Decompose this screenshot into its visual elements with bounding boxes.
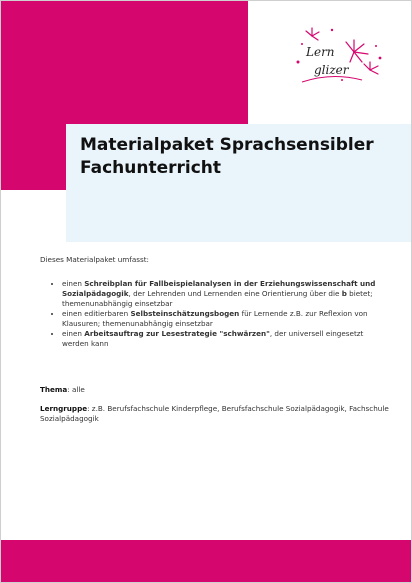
list-item: • einen Arbeitsauftrag zur Lesestrategie "schwärzen", der universell eingesetzt werden kann — [62, 329, 390, 349]
list-item: • einen editierbaren Selbsteinschätzungsbogen für Lernende z.B. zur Reflexion von Klausuren; themenunabhängig einsetzbar — [62, 309, 390, 329]
title-line-2: Fachunterricht — [80, 158, 222, 178]
logo-line-1: Lern — [306, 45, 335, 59]
lerngruppe-value: : z.B. Berufsfachschule Kinderpflege, Berufsfachschule Sozialpädagogik, Fachschule Sozialpädagogik — [40, 404, 389, 423]
page-title — [80, 134, 397, 180]
thema-line — [40, 385, 390, 395]
meta-section — [40, 385, 390, 424]
bottom-accent-band — [0, 540, 412, 583]
intro-text: Dieses Materialpaket umfasst: — [40, 255, 149, 264]
lernglizer-logo — [292, 22, 382, 94]
items-list — [40, 279, 390, 349]
list-item: • einen Schreibplan für Fallbeispielanalysen in der Erziehungswissenschaft und Sozialpädagogik, der Lehrenden und Lernenden eine Orientierung über die b bietet; themenunabhängig einsetzbar — [62, 279, 390, 309]
logo-line-2: glizer — [314, 63, 349, 77]
thema-value: : alle — [67, 385, 85, 394]
logo-graphic — [292, 22, 382, 94]
title-box — [66, 124, 411, 242]
lerngruppe-label: Lerngruppe — [40, 404, 88, 413]
title-line-1: Materialpaket Sprachsensibler — [80, 135, 374, 155]
lerngruppe-line — [40, 404, 390, 424]
thema-label: Thema — [40, 385, 68, 394]
content-area — [40, 255, 390, 433]
